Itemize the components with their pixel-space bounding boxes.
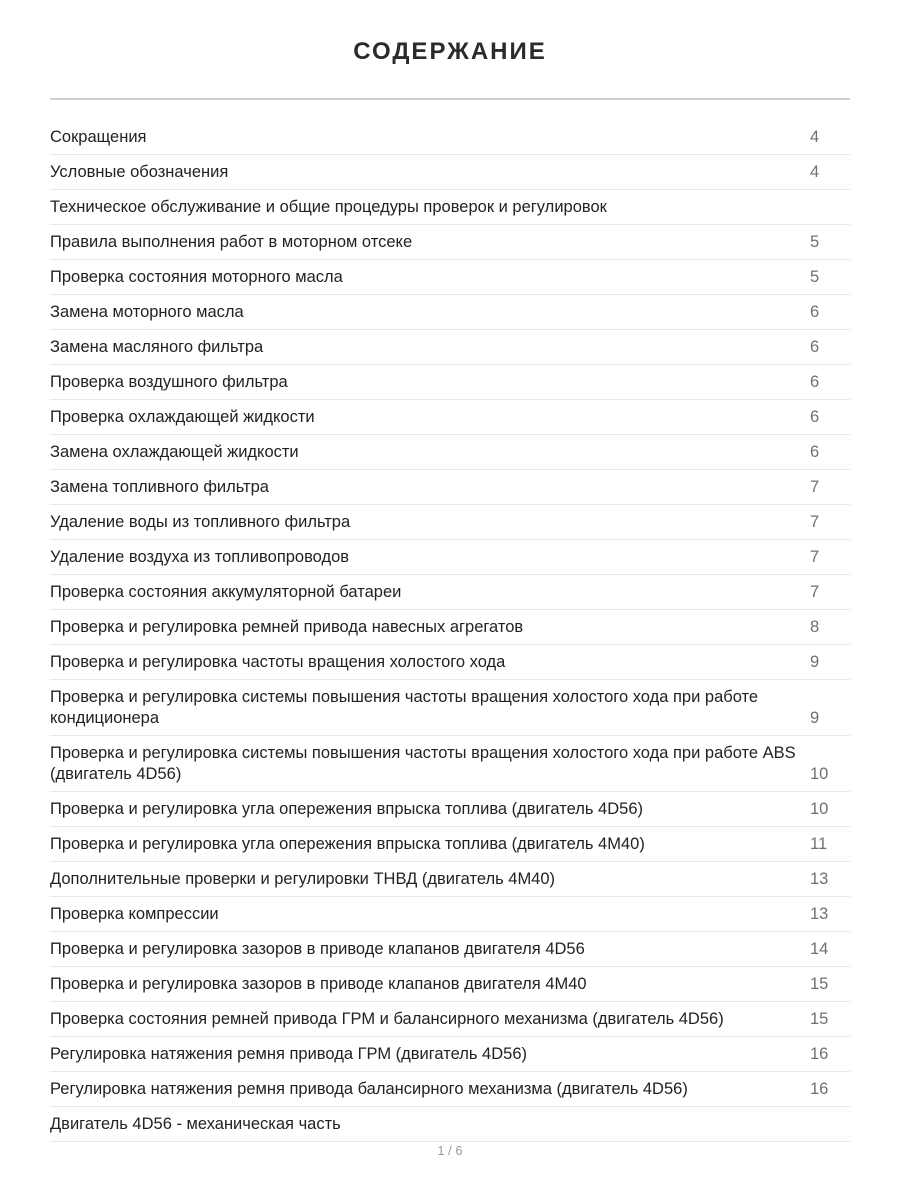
title-divider [50, 98, 850, 100]
toc-entry-page-number: 7 [810, 548, 820, 566]
toc-entry-page-number: 13 [810, 870, 829, 888]
toc-entry-title: Регулировка натяжения ремня привода балансирного механизма (двигатель 4D56) [50, 1080, 688, 1098]
toc-entry[interactable] [50, 365, 850, 400]
toc-entry[interactable] [50, 540, 850, 575]
toc-entry[interactable] [50, 330, 850, 365]
toc-entry[interactable] [50, 120, 850, 155]
toc-entry-title: Проверка и регулировка частоты вращения холостого хода [50, 653, 506, 671]
toc-entry[interactable] [50, 862, 850, 897]
toc-entry-title: Проверка и регулировка системы повышения частоты вращения холостого хода при работе ABS (двигатель 4D56) [50, 744, 796, 783]
toc-entry-page-number: 15 [810, 1010, 829, 1028]
toc-entry[interactable] [50, 610, 850, 645]
toc-entry[interactable] [50, 1072, 850, 1107]
page-title: СОДЕРЖАНИЕ [353, 38, 547, 65]
toc-entry[interactable] [50, 1002, 850, 1037]
toc-entry-page-number: 7 [810, 583, 820, 601]
toc-entry[interactable] [50, 295, 850, 330]
toc-entry-title: Проверка состояния аккумуляторной батареи [50, 583, 402, 601]
toc-entry[interactable] [50, 505, 850, 540]
toc-entry-title: Проверка воздушного фильтра [50, 373, 288, 391]
toc-entry-page-number: 4 [810, 163, 820, 181]
toc-entry-page-number: 15 [810, 975, 829, 993]
toc-entry-page-number: 9 [810, 653, 820, 671]
toc-entry-title: Проверка и регулировка угла опережения впрыска топлива (двигатель 4D56) [50, 800, 643, 818]
toc-entry[interactable] [50, 435, 850, 470]
toc-entry-title: Проверка охлаждающей жидкости [50, 408, 315, 426]
toc-entry[interactable] [50, 470, 850, 505]
toc-entry[interactable] [50, 792, 850, 827]
toc-entry[interactable] [50, 736, 850, 792]
toc-entry[interactable] [50, 155, 850, 190]
toc-entry-page-number: 6 [810, 443, 820, 461]
toc-entry[interactable] [50, 575, 850, 610]
toc-entry-title: Замена охлаждающей жидкости [50, 443, 299, 461]
toc-entry-page-number: 6 [810, 303, 820, 321]
toc-entry[interactable] [50, 897, 850, 932]
toc-entry-page-number: 10 [810, 765, 829, 783]
toc-entry-page-number: 6 [810, 338, 820, 356]
toc-entry-page-number: 6 [810, 408, 820, 426]
toc-entry-title: Проверка и регулировка ремней привода навесных агрегатов [50, 618, 524, 636]
toc-entry-title: Удаление воздуха из топливопроводов [50, 548, 350, 566]
toc-entry-title: Проверка и регулировка зазоров в приводе клапанов двигателя 4D56 [50, 940, 585, 958]
toc-entry-title: Проверка состояния ремней привода ГРМ и балансирного механизма (двигатель 4D56) [50, 1010, 724, 1028]
toc-entry-page-number: 10 [810, 800, 829, 818]
toc-entry-page-number: 5 [810, 268, 820, 286]
toc-entry-page-number: 16 [810, 1045, 829, 1063]
toc-entry-title: Замена моторного масла [50, 303, 244, 321]
toc-entry[interactable] [50, 645, 850, 680]
toc-entry-page-number: 8 [810, 618, 820, 636]
toc-entry-page-number: 6 [810, 373, 820, 391]
toc-entry[interactable] [50, 190, 850, 225]
toc-entry-title: Проверка и регулировка угла опережения впрыска топлива (двигатель 4M40) [50, 835, 645, 853]
toc-entry-title: Двигатель 4D56 - механическая часть [50, 1115, 341, 1133]
toc-entry-title: Сокращения [50, 128, 147, 146]
toc-entry-title: Условные обозначения [50, 163, 229, 181]
toc-entry[interactable] [50, 225, 850, 260]
toc-entry-page-number: 7 [810, 478, 820, 496]
toc-entry-page-number: 4 [810, 128, 820, 146]
toc-entry-title: Замена масляного фильтра [50, 338, 264, 356]
toc-entry-title: Замена топливного фильтра [50, 478, 269, 496]
toc-entry[interactable] [50, 400, 850, 435]
toc-entry-title: Дополнительные проверки и регулировки ТНВД (двигатель 4M40) [50, 870, 556, 888]
table-of-contents [50, 120, 850, 1142]
toc-entry-title: Проверка компрессии [50, 905, 219, 923]
toc-entry-title: Проверка и регулировка зазоров в приводе клапанов двигателя 4M40 [50, 975, 587, 993]
toc-entry-title: Техническое обслуживание и общие процедуры проверок и регулировок [50, 198, 607, 216]
toc-entry-page-number: 11 [810, 835, 828, 853]
toc-entry[interactable] [50, 827, 850, 862]
toc-entry[interactable] [50, 260, 850, 295]
toc-entry-title: Проверка и регулировка системы повышения частоты вращения холостого хода при работе кондиционера [50, 688, 759, 727]
toc-entry-page-number: 13 [810, 905, 829, 923]
toc-entry-title: Регулировка натяжения ремня привода ГРМ (двигатель 4D56) [50, 1045, 527, 1063]
toc-entry-page-number: 7 [810, 513, 820, 531]
toc-entry-title: Проверка состояния моторного масла [50, 268, 343, 286]
toc-entry[interactable] [50, 680, 850, 736]
page-indicator: 1 / 6 [437, 1143, 463, 1158]
toc-entry[interactable] [50, 967, 850, 1002]
toc-entry-page-number: 14 [810, 940, 829, 958]
toc-entry[interactable] [50, 1037, 850, 1072]
toc-entry-page-number: 5 [810, 233, 820, 251]
toc-entry-page-number: 9 [810, 709, 820, 727]
toc-entry-page-number: 16 [810, 1080, 829, 1098]
toc-entry-title: Удаление воды из топливного фильтра [50, 513, 351, 531]
toc-entry[interactable] [50, 932, 850, 967]
toc-entry-title: Правила выполнения работ в моторном отсеке [50, 233, 413, 251]
toc-entry[interactable] [50, 1107, 850, 1142]
